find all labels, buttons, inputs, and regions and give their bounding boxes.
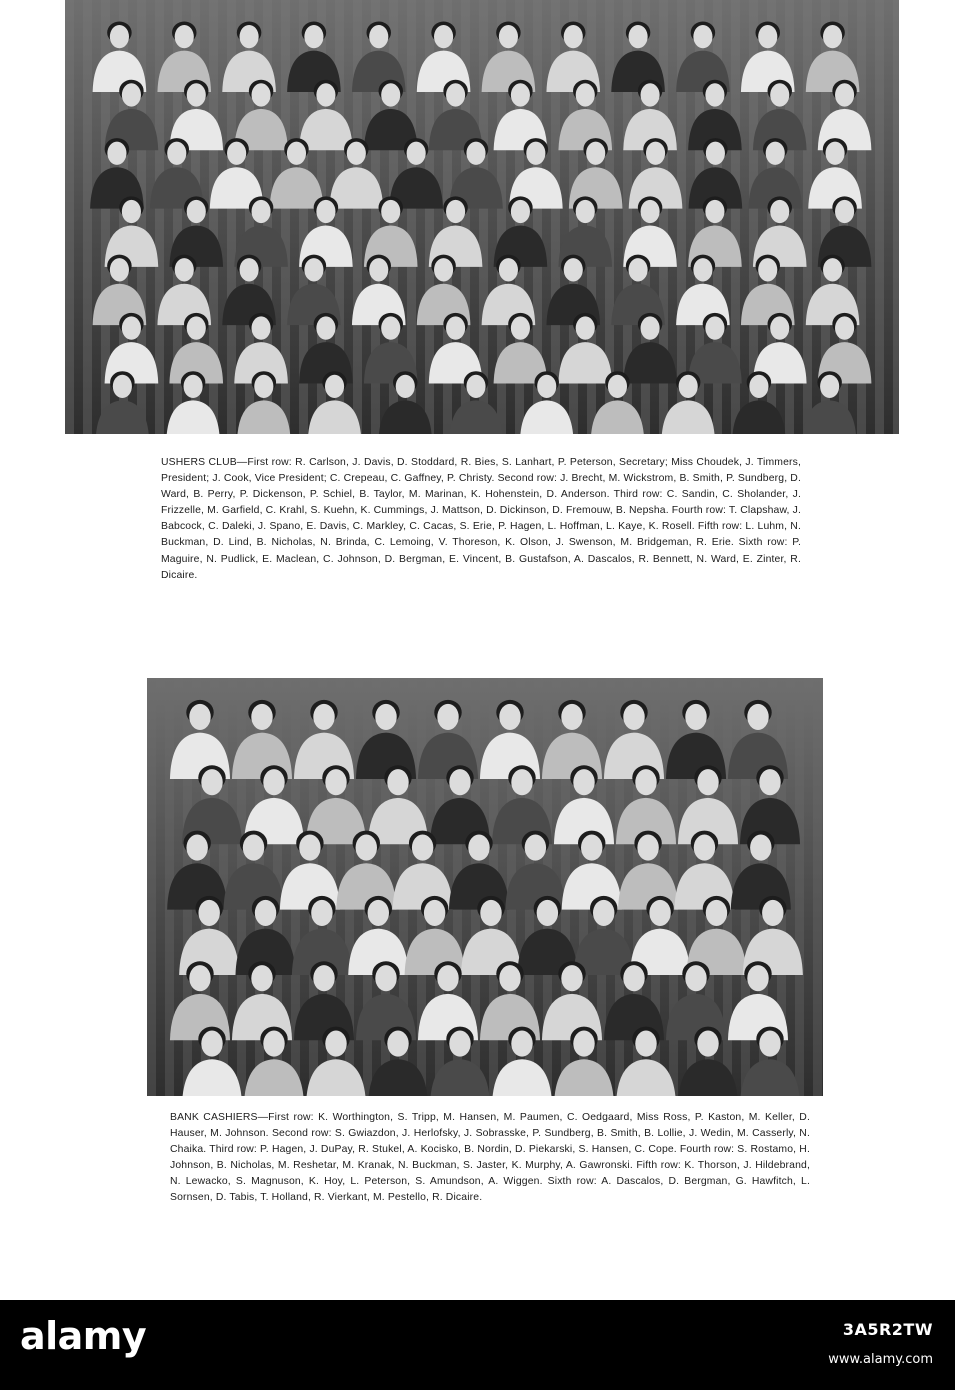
student-face [449,769,470,795]
image-id-label: 3A5R2TW [842,1320,933,1339]
student-torso [449,400,503,434]
student-face [187,316,206,339]
student-face [198,900,219,926]
student-face [758,25,777,48]
student-face [466,375,485,398]
student-face [629,25,648,48]
student-face [434,258,453,281]
student-torso [732,400,786,434]
curtain-fold [813,678,822,1096]
student-face [646,142,665,165]
student-face [635,769,656,795]
student-face [201,769,222,795]
student-face [705,316,724,339]
student-face [255,900,276,926]
student-face [368,900,389,926]
student-face [576,316,595,339]
student-face [316,200,335,223]
student-face [449,1031,470,1057]
student-torso [661,400,715,434]
student-face [770,200,789,223]
student-face [311,900,332,926]
student-torso [378,400,432,434]
student-face [412,835,433,861]
curtain-fold [147,678,156,1096]
student-face [499,258,518,281]
student-face [287,142,306,165]
student-face [762,900,783,926]
student-face [564,25,583,48]
student-face [758,258,777,281]
student-face [299,835,320,861]
student-face [325,1031,346,1057]
student-face [263,1031,284,1057]
student-face [826,142,845,165]
student-face [107,142,126,165]
student-face [466,142,485,165]
ushers-club-caption: USHERS CLUB—First row: R. Carlson, J. Davis, D. Stoddard, R. Bies, S. Lanhart, P. Peterson, Secretary; Miss Choudek, J. Timmers, President; J. Cook, Vice President; C. Crepeau, C. Gaffney, P. Christy. Second row: J. Brecht, M. Wickstrom, B. Smith, P. Sundberg, D. Ward, B. Perry, P. Dickenson, P. Schiel, B. Taylor, M. Marinan, K. Hohenstein, D. Anderson. Third row: C. Sandin, C. Sholander, J. Frizzelle, M. Garfield, C. Krahl, S. Kuehn, K. Cummings, J. Mattson, D. Dickinson, D. Fremouw, B. Nepsha. Fourth row: T. Clapshaw, J. Babcock, C. Daleki, J. Spano, E. Davis, C. Markley, C. Cacas, S. Erie, P. Hagen, L. Hoffman, L. Kaye, K. Rosell. Fifth row: L. Luhm, N. Buckman, D. Lind, B. Nicholas, N. Brinda, C. Lemoing, V. Thoreson, K. Olson, J. Swenson, M. Bridgeman, R. Erie. Sixth row: P. Maguire, N. Pudlick, E. Maclean, C. Johnson, D. Bergman, E. Vincent, B. Gustafson, A. Dascalos, R. Bennett, N. Ward, E. Zinter, R. Dicaire. [161,457,801,581]
student-face [706,900,727,926]
student-face [387,769,408,795]
curtain-fold [875,0,884,434]
student-face [576,83,595,106]
student-face [705,83,724,106]
student-face [770,316,789,339]
student-face [122,83,141,106]
student-face [623,704,644,730]
student-face [424,900,445,926]
student-torso [616,1059,676,1096]
student-face [369,25,388,48]
student-torso [558,342,612,383]
student-face [375,704,396,730]
student-face [325,769,346,795]
student-face [381,200,400,223]
student-face [561,965,582,991]
student-face [313,704,334,730]
student-face [263,769,284,795]
curtain-fold [893,0,899,434]
student-face [576,200,595,223]
student-face [240,25,259,48]
student-face [254,375,273,398]
student-face [637,835,658,861]
student-face [770,83,789,106]
student-face [251,965,272,991]
student-face [499,25,518,48]
student-face [608,375,627,398]
student-face [381,316,400,339]
student-face [122,316,141,339]
student-face [526,142,545,165]
student-face [750,835,771,861]
student-face [252,83,271,106]
student-face [835,83,854,106]
student-face [446,316,465,339]
curtain-fold [83,0,92,434]
student-face [252,200,271,223]
student-face [706,142,725,165]
student-face [511,200,530,223]
student-face [537,375,556,398]
student-face [693,25,712,48]
student-face [525,835,546,861]
student-torso [520,400,574,434]
student-face [685,704,706,730]
student-face [564,258,583,281]
student-face [685,965,706,991]
student-face [694,835,715,861]
student-face [747,704,768,730]
student-face [167,142,186,165]
student-face [113,375,132,398]
student-face [251,704,272,730]
student-face [511,316,530,339]
student-face [381,83,400,106]
bank-cashiers-caption: BANK CASHIERS—First row: K. Worthington, S. Tripp, M. Hansen, M. Paumen, C. Oedgaard, Miss Ross, P. Kaston, M. Keller, D. Hauser, M. Johnson. Second row: S. Gwiazdon, J. Herlofsky, J. Sobrasske, P. Sundberg, B. Smith, B. Lollie, J. Wedin, M. Casserly, N. Chaika. Third row: P. Hagen, J. DuPay, R. Stukel, A. Kocisko, B. Nordin, D. Piekarski, S. Hansen, C. Cope. Fourth row: S. Rostamo, H. Johnson, B. Nicholas, M. Reshetar, M. Kranak, N. Buckman, S. Jaster, K. Murphy, A. Gawronski. Fifth row: K. Thorson, J. Hildebrand, N. Lewacko, S. Magnuson, K. Hoy, L. Peterson, S. Amundson, A. Wiggen. Sixth row: A. Dascalos, D. Bergman, G. Hawfitch, L. Sornsen, D. Tabis, T. Holland, R. Vierkant, M. Pestello, R. Dicaire. [170,1112,810,1204]
student-face [693,258,712,281]
student-face [511,1031,532,1057]
student-face [304,258,323,281]
student-face [186,835,207,861]
student-face [581,835,602,861]
student-face [189,965,210,991]
student-face [187,83,206,106]
student-face [446,200,465,223]
student-face [316,316,335,339]
student-face [325,375,344,398]
student-face [175,25,194,48]
student-face [641,83,660,106]
curtain-fold [795,678,804,1096]
curtain-fold [65,0,74,434]
student-face [468,835,489,861]
student-face [434,25,453,48]
student-face [697,769,718,795]
student-face [122,200,141,223]
student-face [316,83,335,106]
student-face [697,1031,718,1057]
student-face [387,1031,408,1057]
student-face [446,83,465,106]
student-face [313,965,334,991]
site-url-label: www.alamy.com [828,1352,933,1367]
student-face [511,83,530,106]
student-face [759,1031,780,1057]
student-face [499,965,520,991]
bank-cashiers-photo [147,678,823,1096]
student-face [649,900,670,926]
student-face [629,258,648,281]
student-torso [591,400,645,434]
student-face [511,769,532,795]
student-face [747,965,768,991]
student-face [499,704,520,730]
student-face [369,258,388,281]
student-face [835,316,854,339]
student-face [749,375,768,398]
student-face [356,835,377,861]
student-face [480,900,501,926]
bank-cashiers-photo-art [147,678,823,1096]
student-face [304,25,323,48]
student-face [243,835,264,861]
student-face [573,1031,594,1057]
student-face [189,704,210,730]
student-face [623,965,644,991]
ushers-club-photo [65,0,899,434]
student-face [593,900,614,926]
student-face [537,900,558,926]
student-face [396,375,415,398]
student-face [407,142,426,165]
student-face [759,769,780,795]
student-face [679,375,698,398]
student-face [641,200,660,223]
student-face [187,200,206,223]
student-face [823,258,842,281]
student-face [641,316,660,339]
student-face [820,375,839,398]
student-face [201,1031,222,1057]
student-face [347,142,366,165]
student-face [110,258,129,281]
student-face [184,375,203,398]
student-face [375,965,396,991]
alamy-logo: alamy [20,1314,147,1358]
student-face [823,25,842,48]
student-face [437,704,458,730]
student-face [573,769,594,795]
student-face [240,258,259,281]
student-face [586,142,605,165]
student-face [766,142,785,165]
student-face [835,200,854,223]
student-face [437,965,458,991]
student-face [252,316,271,339]
student-face [635,1031,656,1057]
student-face [110,25,129,48]
student-face [227,142,246,165]
ushers-club-photo-art [65,0,899,434]
student-face [705,200,724,223]
student-face [561,704,582,730]
student-face [175,258,194,281]
